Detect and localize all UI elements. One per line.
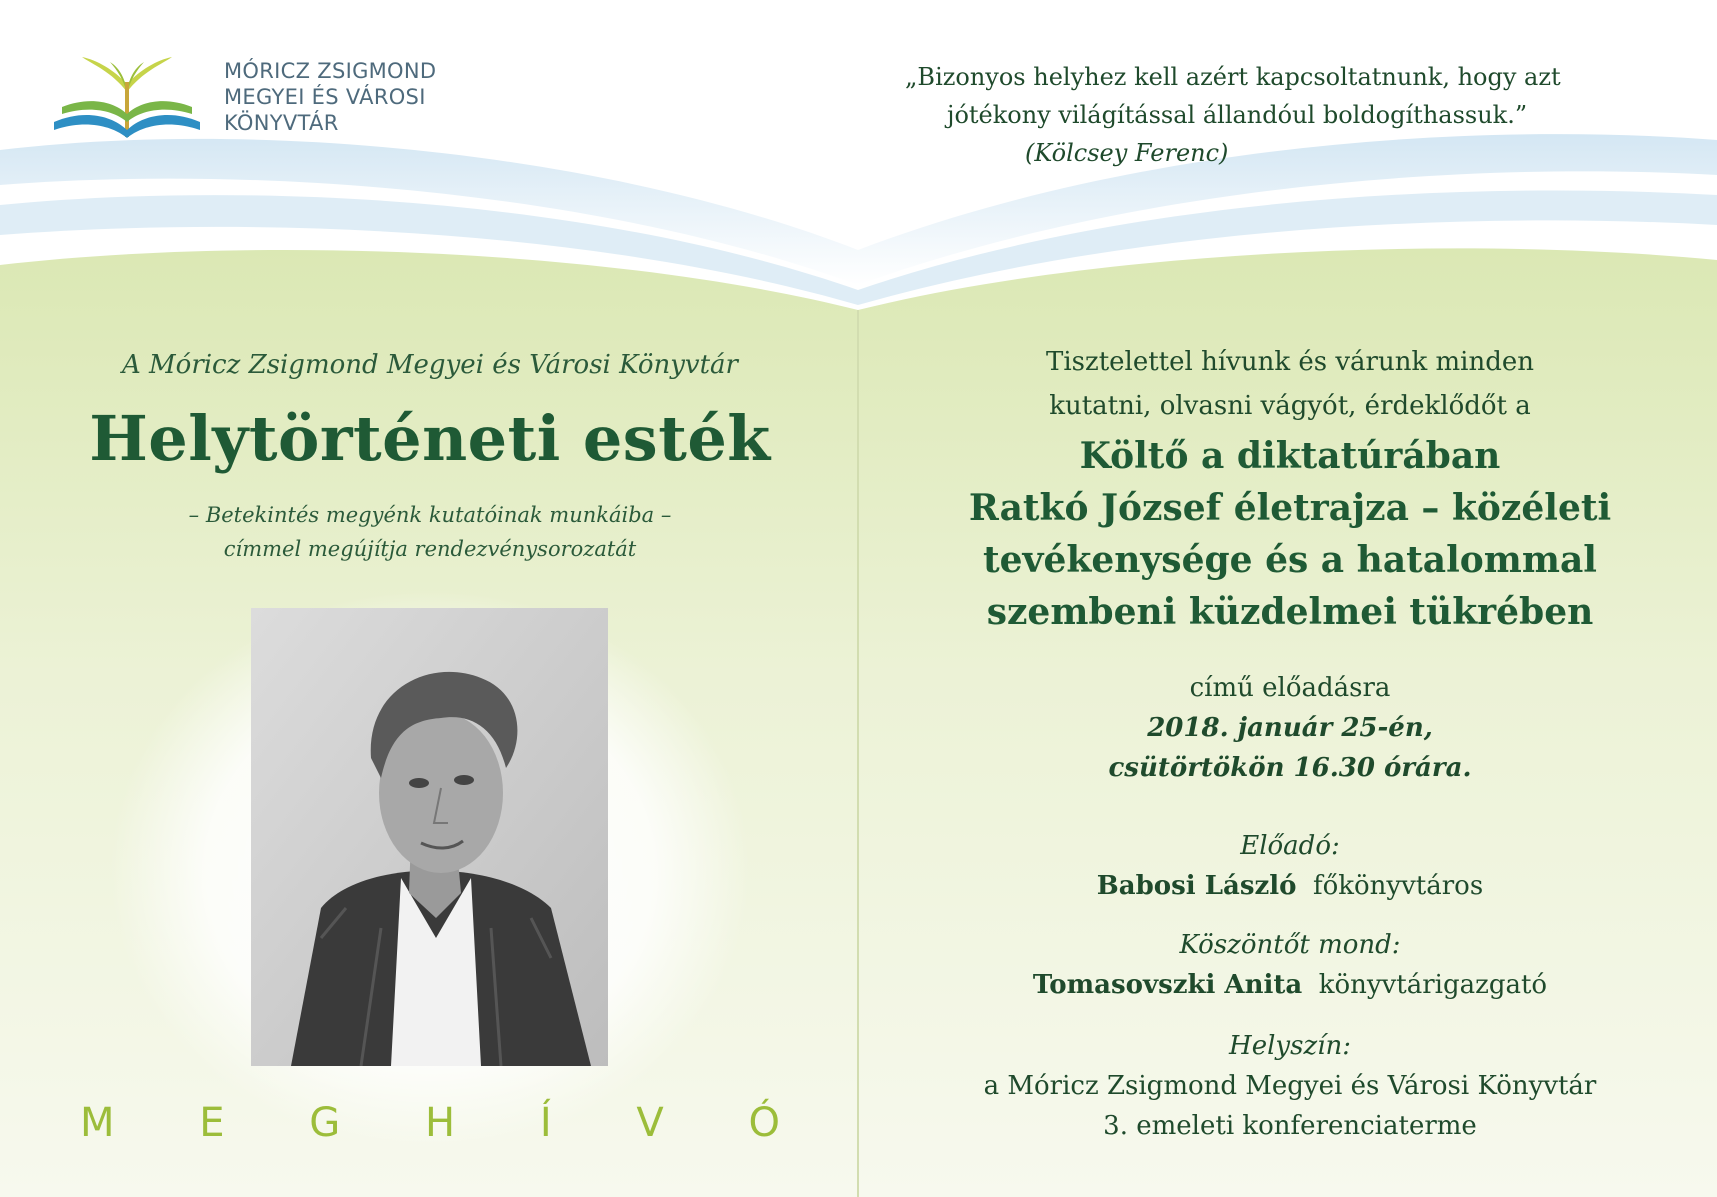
invitation-letter: Í <box>539 1100 552 1146</box>
invitation-letter: V <box>636 1100 664 1146</box>
event-series-subtitle <box>40 498 820 566</box>
venue-line-2: 3. emeleti konferenciaterme <box>1103 1111 1477 1141</box>
invitation-letter: E <box>199 1100 225 1146</box>
lecture-label: című előadásra <box>1189 673 1391 703</box>
intro-line-1: Tisztelettel hívunk és várunk minden <box>1046 347 1534 377</box>
invitation-letter: G <box>309 1100 341 1146</box>
lecture-title <box>900 430 1680 638</box>
logo-text <box>224 58 436 136</box>
event-date: 2018. január 25-én, <box>1147 713 1433 743</box>
subtitle-line-2: címmel megújítja rendezvénysorozatát <box>223 537 637 561</box>
lecture-title-line-4: szembeni küzdelmei tükrében <box>986 591 1594 633</box>
invitation-letter: M <box>80 1100 115 1146</box>
greeter-role: könyvtárigazgató <box>1318 970 1548 1000</box>
open-book-logo-icon <box>52 52 202 142</box>
greeter-label: Köszöntőt mond: <box>1179 930 1401 960</box>
library-intro: A Móricz Zsigmond Megyei és Városi Könyvtár <box>122 350 738 380</box>
portrait-illustration <box>251 608 608 1066</box>
venue-label: Helyszín: <box>1229 1031 1351 1061</box>
kolcsey-quote <box>905 58 1625 172</box>
lecture-title-line-3: tevékenysége és a hatalommal <box>983 539 1597 581</box>
logo-line-3: KÖNYVTÁR <box>224 111 339 135</box>
invitation-intro <box>900 340 1680 428</box>
speaker-name: Babosi László <box>1096 871 1297 901</box>
quote-line-2: jótékony világítással állandóul boldogíthassuk.” <box>947 101 1528 129</box>
venue-line-1: a Móricz Zsigmond Megyei és Városi Könyvtár <box>983 1071 1597 1101</box>
library-logo <box>52 52 472 142</box>
portrait-photo <box>251 608 608 1066</box>
invitation-letter: H <box>425 1100 456 1146</box>
logo-line-1: MÓRICZ ZSIGMOND <box>224 59 437 83</box>
speaker-label: Előadó: <box>1240 831 1340 861</box>
speaker-block <box>900 826 1680 906</box>
event-time: csütörtökön 16.30 órára. <box>1108 753 1472 783</box>
speaker-role: főkönyvtáros <box>1313 871 1484 901</box>
venue-block <box>900 1026 1680 1146</box>
lecture-title-line-2: Ratkó József életrajza – közéleti <box>968 487 1612 529</box>
logo-line-2: MEGYEI ÉS VÁROSI <box>224 85 426 109</box>
event-series-title: Helytörténeti esték <box>89 402 771 475</box>
invitation-label <box>80 1100 780 1146</box>
lecture-details <box>900 668 1680 788</box>
lecture-title-line-1: Költő a diktatúrában <box>1079 435 1501 477</box>
quote-author: (Kölcsey Ferenc) <box>1025 139 1229 167</box>
quote-line-1: „Bizonyos helyhez kell azért kapcsoltatnunk, hogy azt <box>905 63 1561 91</box>
invitation-letter: Ó <box>748 1100 780 1146</box>
intro-line-2: kutatni, olvasni vágyót, érdeklődőt a <box>1049 391 1531 421</box>
subtitle-line-1: – Betekintés megyénk kutatóinak munkáiba – <box>188 503 672 527</box>
greeter-name: Tomasovszki Anita <box>1032 970 1303 1000</box>
greeter-block <box>900 925 1680 1005</box>
